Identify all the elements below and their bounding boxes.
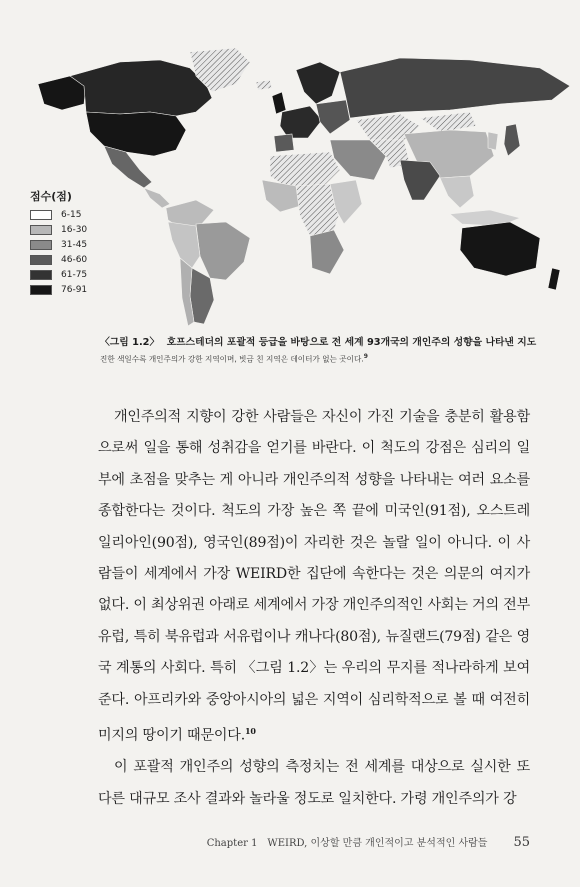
map-western-europe — [280, 106, 322, 138]
caption-title: 호프스테더의 포괄적 등급을 바탕으로 전 세계 93개국의 개인주의 성향을 나타낸 지도 — [166, 337, 537, 348]
legend-item — [30, 283, 87, 297]
legend-swatch — [30, 270, 52, 280]
map-japan — [504, 124, 520, 156]
map-canada — [70, 60, 212, 116]
map-australia — [460, 222, 540, 276]
legend-item — [30, 223, 87, 237]
legend-label: 6-15 — [61, 210, 82, 220]
legend-swatch — [30, 210, 52, 220]
legend-swatch — [30, 225, 52, 235]
figure-caption — [100, 334, 540, 365]
map-new-zealand — [548, 268, 560, 290]
map-central-america — [144, 188, 170, 208]
caption-subtitle-line — [100, 353, 540, 365]
paragraph — [98, 402, 530, 752]
map-russia — [340, 58, 570, 118]
map-uk — [272, 92, 286, 114]
map-korea — [488, 132, 498, 150]
caption-subtitle: 진한 색일수록 개인주의가 강한 지역이며, 빗금 친 지역은 데이터가 없는 곳이다. — [100, 354, 364, 364]
map-southern-africa — [310, 230, 344, 274]
legend-label: 76-91 — [61, 285, 88, 295]
caption-title-line — [100, 334, 540, 348]
map-iceland — [256, 80, 272, 90]
map-legend — [30, 188, 87, 298]
page-footer — [98, 834, 530, 850]
footnote-ref: 10 — [245, 726, 256, 737]
map-iberia — [274, 134, 294, 152]
paragraph-text: 개인주의적 지향이 강한 사람들은 자신이 가진 기술을 충분히 활용함으로써 일을 통해 성취감을 얻기를 바란다. 이 척도의 강점은 심리의 일부에 초점을 맞추는 게 아니라 개인주의적 성향을 나타내는 여러 요소를 종합한다는 것이다. 척도의 가장 높은 쪽 끝에 미국인(91점), 오스트레일리아인(90점), 영국인(89점)이 자리한 것은 놀랄 일이 아니다. 이 사람들이 세계에서 가장 WEIRD한 집단에 속한다는 것은 의문의 여지가 없다. 이 최상위권 아래로 세계에서 가장 개인주의적인 사회는 거의 전부 유럽, 특히 북유럽과 서유럽이나 캐나다(80점), 뉴질랜드(79점) 같은 영국 계통의 사회다. 특히 〈그림 1.2〉는 우리의 무지를 적나라하게 보여준다. 아프리카와 중앙아시아의 넓은 지역이 심리학적으로 볼 때 여전히 미지의 땅이기 때문이다. — [98, 409, 530, 744]
legend-title: 점수(점) — [30, 190, 72, 203]
legend-label: 31-45 — [61, 240, 88, 250]
page-number: 55 — [513, 835, 530, 850]
caption-footnote-ref: 9 — [363, 353, 368, 360]
map-brazil — [196, 222, 250, 280]
legend-label: 16-30 — [61, 225, 88, 235]
map-southeast-asia — [440, 176, 474, 208]
legend-label: 46-60 — [61, 255, 88, 265]
body-text — [98, 402, 530, 815]
running-footer-chapter: Chapter 1 WEIRD, 이상할 만큼 개인적이고 분석적인 사람들 — [206, 838, 488, 849]
legend-item — [30, 268, 87, 282]
map-usa — [86, 112, 186, 156]
paragraph — [98, 752, 530, 815]
map-eastern-europe — [316, 100, 350, 134]
legend-swatch — [30, 240, 52, 250]
paragraph-text: 이 포괄적 개인주의 성향의 측정치는 전 세계를 대상으로 실시한 또 다른 대규모 조사 결과와 놀라울 정도로 일치한다. 가령 개인주의가 강 — [98, 759, 530, 807]
legend-swatch — [30, 255, 52, 265]
legend-item — [30, 238, 87, 252]
map-scandinavia — [296, 62, 340, 104]
legend-item — [30, 208, 87, 222]
map-north-africa — [270, 152, 340, 188]
caption-label: 〈그림 1.2〉 — [100, 337, 160, 348]
legend-item — [30, 253, 87, 267]
legend-label: 61-75 — [61, 270, 88, 280]
map-mongolia — [420, 112, 476, 132]
legend-swatch — [30, 285, 52, 295]
